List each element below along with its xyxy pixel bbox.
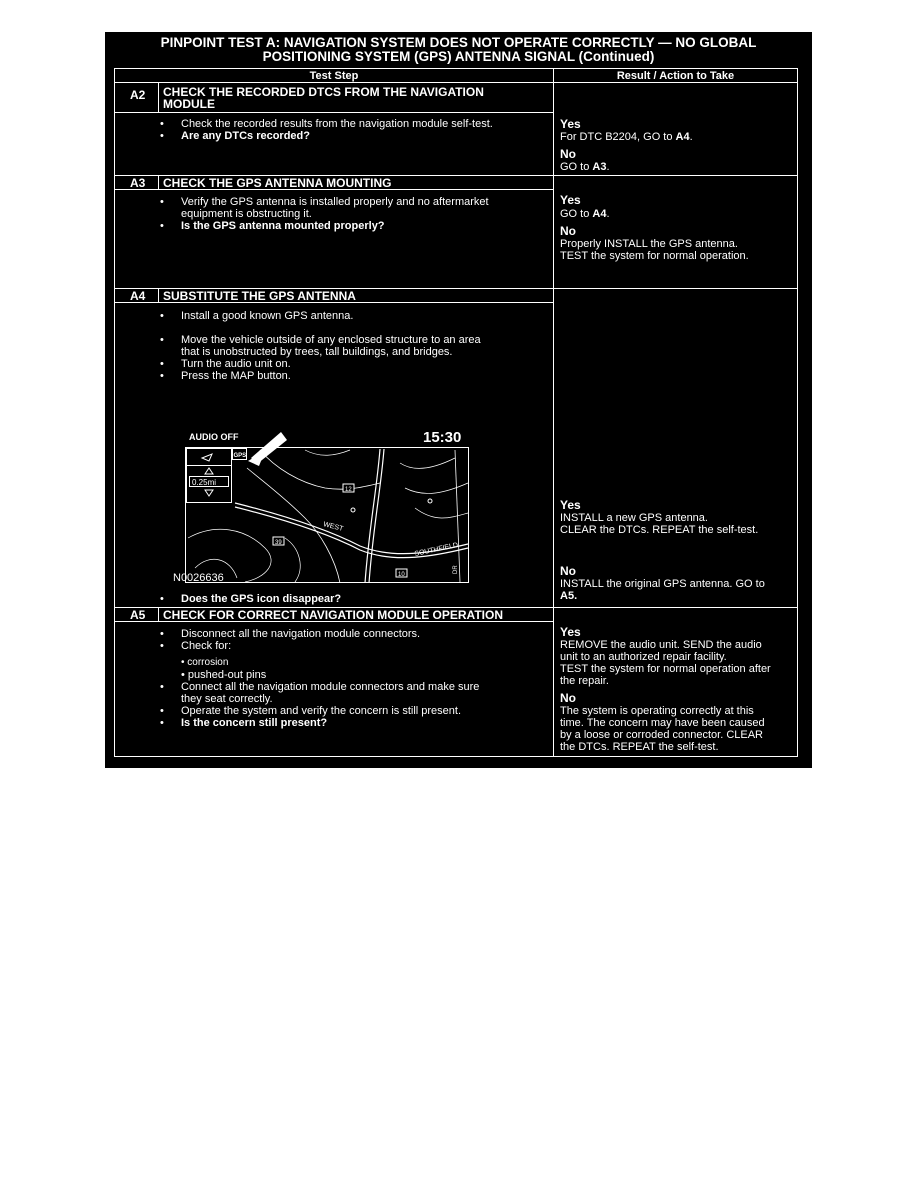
step-question: Is the concern still present? — [181, 717, 328, 729]
step-bullet: Install a good known GPS antenna. — [181, 310, 354, 322]
step-bullet: Check for: — [181, 640, 232, 652]
step-ref: A4 — [675, 131, 690, 143]
step-id: A5 — [130, 608, 146, 622]
step-bullet: Connect all the navigation module connectors and make sure — [181, 681, 480, 693]
no-label: No — [560, 147, 576, 161]
step-title: CHECK THE RECORDED DTCS FROM THE NAVIGATION — [163, 85, 484, 99]
step-question: Are any DTCs recorded? — [181, 130, 310, 142]
no-text: TEST the system for normal operation. — [560, 250, 749, 262]
map-road — [305, 450, 350, 455]
no-text: The system is operating correctly at this — [560, 705, 754, 717]
yes-text: INSTALL a new GPS antenna. — [560, 512, 708, 524]
yes-text: CLEAR the DTCs. REPEAT the self-test. — [560, 524, 759, 536]
navigation-screen-illustration — [185, 428, 470, 583]
yes-label: Yes — [560, 117, 581, 131]
step-id: A3 — [130, 176, 146, 190]
yes-label: Yes — [560, 498, 581, 512]
map-road — [260, 450, 380, 489]
map-road — [400, 458, 468, 518]
result-heading: Result / Action to Take — [616, 70, 735, 82]
yes-text: TEST the system for normal operation after — [560, 663, 771, 675]
step-bullet: Turn the audio unit on. — [181, 358, 291, 370]
step-bullet: Check the recorded results from the navigation module self-test. — [181, 118, 493, 130]
sub-bullet: corrosion — [187, 657, 229, 668]
step-title: CHECK FOR CORRECT NAVIGATION MODULE OPERATION — [163, 608, 503, 622]
step-title: MODULE — [163, 97, 215, 111]
road-label: DR — [453, 565, 459, 574]
zoom-out-icon — [205, 490, 213, 496]
no-text: GO to — [560, 161, 593, 173]
step-bullet: Move the vehicle outside of any enclosed structure to an area — [181, 334, 481, 346]
clock-label: 15:30 — [423, 429, 462, 446]
result-cell — [553, 288, 798, 608]
no-label: No — [560, 564, 576, 578]
map-road — [369, 449, 384, 583]
step-bullet: Press the MAP button. — [181, 370, 291, 382]
step-ref: A3 — [592, 161, 607, 173]
step-question: Is the GPS antenna mounted properly? — [181, 220, 385, 232]
yes-label: Yes — [560, 193, 581, 207]
road-label: SOUTHFIELD — [413, 541, 459, 558]
map-poi-icon — [351, 508, 355, 512]
no-text: by a loose or corroded connector. CLEAR — [560, 729, 764, 741]
no-text: Properly INSTALL the GPS antenna. — [560, 238, 738, 250]
step-bullet: Disconnect all the navigation module connectors. — [181, 628, 421, 640]
map-road — [285, 538, 300, 582]
step-id: A4 — [130, 289, 146, 303]
step-bullet: that is unobstructed by trees, tall buildings, and bridges. — [181, 346, 453, 358]
scale-label: 0.25mi — [192, 478, 217, 487]
test-step-heading: Test Step — [309, 70, 359, 82]
svg-text:12: 12 — [345, 487, 352, 493]
step-ref: A5 — [560, 590, 575, 602]
no-text: INSTALL the original GPS antenna. GO to — [560, 578, 765, 590]
sub-bullet: pushed-out pins — [187, 669, 267, 681]
map-road — [365, 449, 380, 583]
pinpoint-test-sheet: PINPOINT TEST A: NAVIGATION SYSTEM DOES NOT OPERATE CORRECTLY — NO GLOBAL POSITIONING SYSTEM (GPS) ANTENNA SIGNAL (Continued) Test Step Result / Action to Take A2 CHECK THE RECORDED DTCS FROM THE NAVIGATION MODULE • Check the recorded results from the navigation module self-test. • Are any DTCs recorded? Yes For DTC B2204, GO to A4. No GO to A3. A3 CHECK THE GPS ANTENNA MOUNTING • Verify the GPS antenna is installed properly and no aftermarket equipment is obstructing it. • Is the GPS antenna mounted properly? Yes GO to A4. No Properly INSTALL the GPS antenna. TEST the system for normal operation. A4 SUBSTITUTE THE GPS ANTENNA • Install a good known GPS antenna. • Move the vehicle outside of any enclosed structure to an area that is unobstructed by trees, tall buildings, and bridges. • Turn the audio unit on. • Press the MAP button. AUDIO OFF 15:30 0.25mi GPS 12 39 10 WEST SOUTHFIELD DR N0026636 • Does the GPS icon disappear? Yes INSTALL a new GPS antenna. CLEAR the DTCs. REPEAT the self-test. No INSTALL the original GPS antenna. GO to A5. A5 CHECK FOR CORRECT NAVIGATION MODULE OPERATION • Disconnect all the navigation module connectors. • Check for: • corrosion • pushed-out pins • Connect all the navigation module connectors and make sure they seat correctly. • Operate the system and verify the concern is still present. • Is the concern still present? Yes REMOVE the audio unit. SEND the audio unit to an authorized repair facility. TEST the system for normal operation after the repair. No The system is operating correctly at this time. The concern may have been caused by a loose or corroded connector. CLEAR the DTCs. REPEAT the self-test. — [105, 32, 812, 768]
yes-label: Yes — [560, 625, 581, 639]
yes-text: For DTC B2204, GO to — [560, 131, 676, 143]
step-ref: A4 — [592, 208, 607, 220]
map-poi-icon — [428, 499, 432, 503]
yes-text: the repair. — [560, 675, 609, 687]
page-title: PINPOINT TEST A: NAVIGATION SYSTEM DOES NOT OPERATE CORRECTLY — NO GLOBAL POSITIONING SYSTEM (GPS) ANTENNA SIGNAL (Continued) — [160, 35, 757, 64]
step-bullet: they seat correctly. — [181, 693, 273, 705]
step-bullet: Operate the system and verify the concern is still present. — [181, 705, 462, 717]
no-text: time. The concern may have been caused — [560, 717, 765, 729]
step-question: Does the GPS icon disappear? — [181, 593, 342, 605]
step-bullet: equipment is obstructing it. — [181, 208, 312, 220]
svg-text:10: 10 — [398, 572, 405, 578]
figure-id: N0026636 — [173, 572, 224, 584]
step-title: SUBSTITUTE THE GPS ANTENNA — [163, 289, 356, 303]
result-cell — [553, 175, 798, 289]
yes-text: unit to an authorized repair facility. — [560, 651, 727, 663]
no-text: the DTCs. REPEAT the self-test. — [560, 741, 719, 753]
svg-text:39: 39 — [275, 540, 282, 546]
yes-text: REMOVE the audio unit. SEND the audio — [560, 639, 762, 651]
no-label: No — [560, 691, 576, 705]
audio-off-label: AUDIO OFF — [189, 432, 239, 442]
step-title: CHECK THE GPS ANTENNA MOUNTING — [163, 176, 392, 190]
map-orientation-button — [187, 449, 232, 466]
yes-text: GO to — [560, 208, 593, 220]
gps-icon: GPS — [233, 453, 247, 459]
step-id: A2 — [130, 88, 146, 102]
zoom-in-icon — [205, 468, 213, 474]
road-label: WEST — [322, 521, 344, 533]
no-label: No — [560, 224, 576, 238]
north-arrow-icon — [202, 454, 212, 461]
step-bullet: Verify the GPS antenna is installed properly and no aftermarket — [181, 196, 489, 208]
